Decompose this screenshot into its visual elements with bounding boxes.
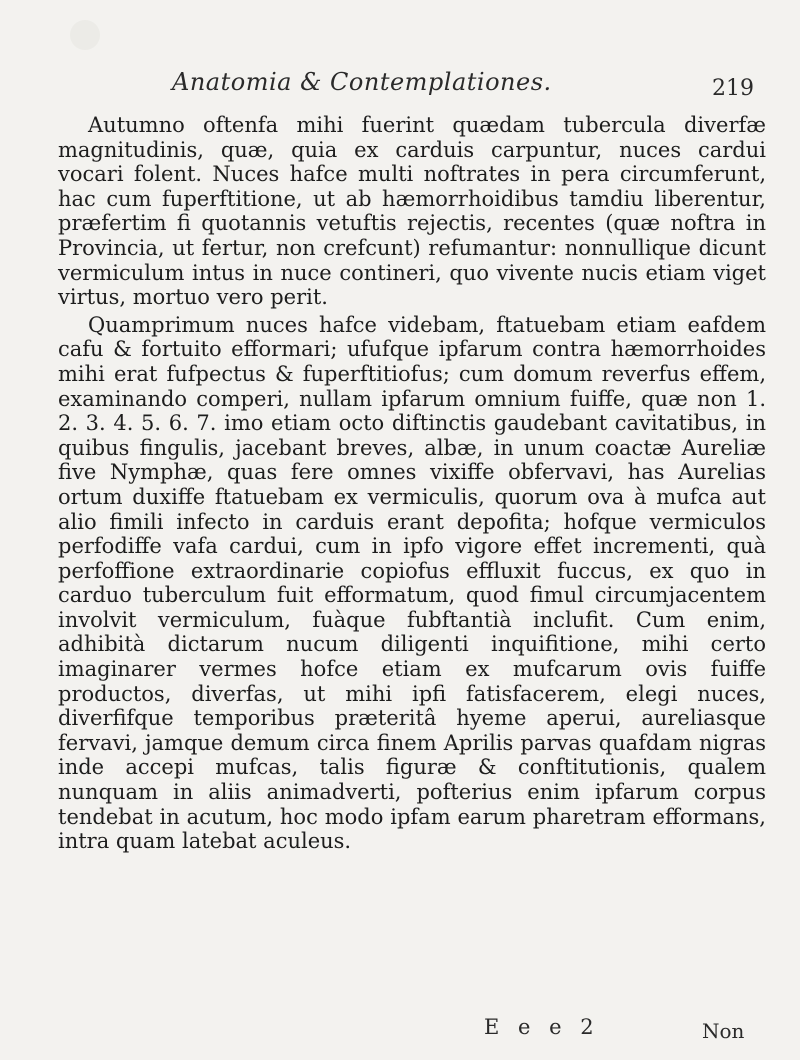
page-number: 219: [712, 76, 754, 101]
paper-stain: [70, 20, 100, 50]
paragraph-2: Quamprimum nuces hafce videbam, ftatuebam etiam eafdem cafu & fortuito efformari; ufufque ipfarum contra hæmorrhoides mihi erat fufpectus & fuperftitiofus; cum domum reverfus effem, examinando comperi, nullam ipfarum omnium fuiffe, quæ non 1. 2. 3. 4. 5. 6. 7. imo etiam octo diftinctis gaudebant cavitatibus, in quibus fingulis, jacebant breves, albæ, in unum coactæ Aureliæ five Nymphæ, quas fere omnes vixiffe obfervavi, has Aurelias ortum duxiffe ftatuebam ex vermiculis, quorum ova à mufca aut alio fimili infecto in carduis erant depofita; hofque vermiculos perfodiffe vafa cardui, cum in ipfo vigore effet incrementi, quà perfoffione extraordinarie copiofus effluxit fuccus, ex quo in carduo tuberculum fuit efformatum, quod fimul circumjacentem involvit vermiculum, fuàque fubftantià inclufit. Cum enim, adhibità dictarum nucum diligenti inquifitione, mihi certo imaginarer vermes hofce etiam ex mufcarum ovis fuiffe productos, diverfas, ut mihi ipfi fatisfacerem, elegi nuces, diverfifque temporibus præteritâ hyeme aperui, aureliasque fervavi, jamque demum circa finem Aprilis parvas quafdam nigras inde accepi mufcas, talis figuræ & conftitutionis, qualem nunquam in aliis animadverti, pofterius enim ipfarum corpus tendebat in acutum, hoc modo ipfam earum pharetram efformans, intra quam latebat aculeus.: [58, 312, 766, 854]
main-text: [58, 113, 766, 854]
signature-mark: E e e 2: [484, 1015, 600, 1039]
catchword: Non: [702, 1019, 745, 1043]
running-title: Anatomia & Contemplationes.: [172, 68, 552, 96]
paragraph-1: Autumno oftenfa mihi fuerint quædam tubercula diverfæ magnitudinis, quæ, quia ex carduis carpuntur, nuces cardui vocari folent. Nuces hafce multi noftrates in pera circumferunt, hac cum fuperftitione, ut ab hæmorrhoidibus tamdiu liberentur, præfertim fi quotannis vetuftis rejectis, recentes (quæ noftra in Provincia, ut fertur, non crefcunt) refumantur: nonnullique dicunt vermiculum intus in nuce contineri, quo vivente nucis etiam viget virtus, mortuo vero perit.: [58, 113, 766, 310]
